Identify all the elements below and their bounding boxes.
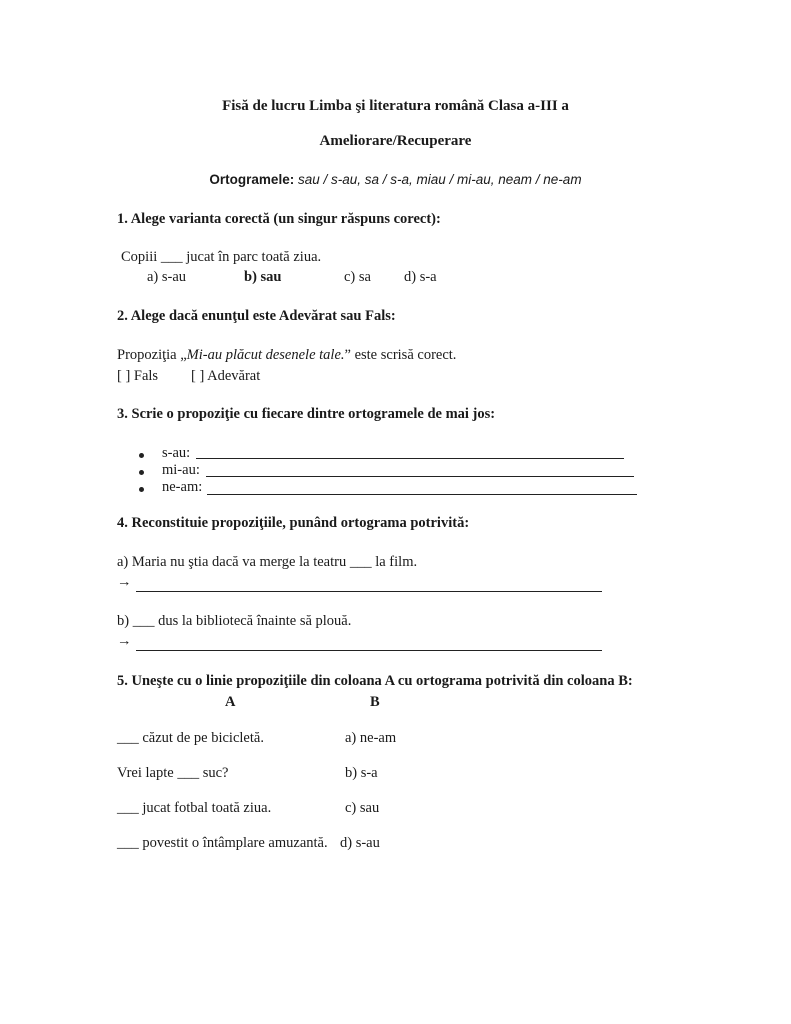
ex3-item-neam: ne-am: <box>162 479 203 495</box>
ex5-heading: 5. Uneşte cu o linie propoziţiile din coloana A cu ortograma potrivită din coloana B: <box>117 673 633 689</box>
ex5-col-b-item: a) ne-am <box>345 730 397 746</box>
ex3-answer-line-neam[interactable] <box>207 494 637 495</box>
worksheet-subtitle: Ameliorare/Recuperare <box>319 133 472 149</box>
ex4-answer-line-a[interactable] <box>136 591 602 592</box>
ex5-col-a-label: A <box>225 694 236 710</box>
ortograme-line <box>0 172 791 187</box>
ex1-option-c: c) sa <box>344 269 371 285</box>
ex1-option-a: a) s-au <box>147 269 187 285</box>
ex4-answer-line-b[interactable] <box>136 650 602 651</box>
worksheet-title: Fisă de lucru Limba şi literatura română Clasa a-III a <box>222 98 569 114</box>
ex5-col-b-item: c) sau <box>345 800 380 816</box>
ex4-a-before: a) Maria nu ştia dacă va merge la teatru <box>117 554 347 570</box>
ex5-col-a-item: ___ jucat fotbal toată ziua. <box>117 800 272 816</box>
bullet-icon <box>139 487 144 492</box>
ex3-item-miau: mi-au: <box>162 462 200 478</box>
ex3-item-sau: s-au: <box>162 445 191 461</box>
ortograme-list: sau / s-au, sa / s-a, miau / mi-au, neam / ne-am <box>297 172 582 187</box>
ex5-col-b-item: b) s-a <box>345 765 378 781</box>
bullet-icon <box>139 470 144 475</box>
ex5-col-a-item: Vrei lapte ___ suc? <box>117 765 229 781</box>
ex4-heading: 4. Reconstituie propoziţiile, punând ortograma potrivită: <box>117 515 470 531</box>
ex1-sentence <box>121 249 321 266</box>
ex2-suffix: ” este scrisă corect. <box>344 347 457 363</box>
ex1-option-d: d) s-a <box>404 269 437 285</box>
ex4-sentence-a <box>117 554 417 571</box>
ex5-col-b-label: B <box>370 694 380 710</box>
ex2-prefix: Propoziţia „ <box>117 347 187 363</box>
ex4-a-after: la film. <box>375 554 418 570</box>
ortograme-label: Ortogramele: <box>209 172 298 187</box>
ex5-col-a-item: ___ căzut de pe bicicletă. <box>117 730 264 746</box>
ex5-col-b-item: d) s-au <box>340 835 380 851</box>
ex4-sentence-b <box>117 613 351 630</box>
arrow-right-icon: → <box>117 633 132 649</box>
arrow-right-icon: → <box>117 574 132 590</box>
ex1-blank: ___ <box>160 249 183 265</box>
ex4-b-after: dus la bibliotecă înainte să plouă. <box>158 613 352 629</box>
ex3-heading: 3. Scrie o propoziţie cu fiecare dintre ortogramele de mai jos: <box>117 406 496 422</box>
ex2-choice-adevarat[interactable]: [ ] Adevărat <box>191 368 261 384</box>
bullet-icon <box>139 453 144 458</box>
ex5-col-a-item: ___ povestit o întâmplare amuzantă. <box>117 835 328 851</box>
ex1-option-b: b) sau <box>244 269 282 285</box>
ex4-b-blank: ___ <box>132 613 155 629</box>
ex4-b-before: b) <box>117 613 130 629</box>
ex2-quote: Mi-au plăcut desenele tale. <box>186 347 345 363</box>
ex4-a-blank: ___ <box>349 554 372 570</box>
ex3-answer-line-sau[interactable] <box>196 458 624 459</box>
ex1-heading: 1. Alege varianta corectă (un singur răspuns corect): <box>117 211 441 227</box>
ex1-sentence-before: Copiii <box>121 249 158 265</box>
ex2-heading: 2. Alege dacă enunţul este Adevărat sau Fals: <box>117 308 396 324</box>
ex2-statement <box>117 347 456 364</box>
ex2-choice-fals[interactable]: [ ] Fals <box>117 368 159 384</box>
ex3-answer-line-miau[interactable] <box>206 476 634 477</box>
ex1-sentence-after: jucat în parc toată ziua. <box>186 249 322 265</box>
